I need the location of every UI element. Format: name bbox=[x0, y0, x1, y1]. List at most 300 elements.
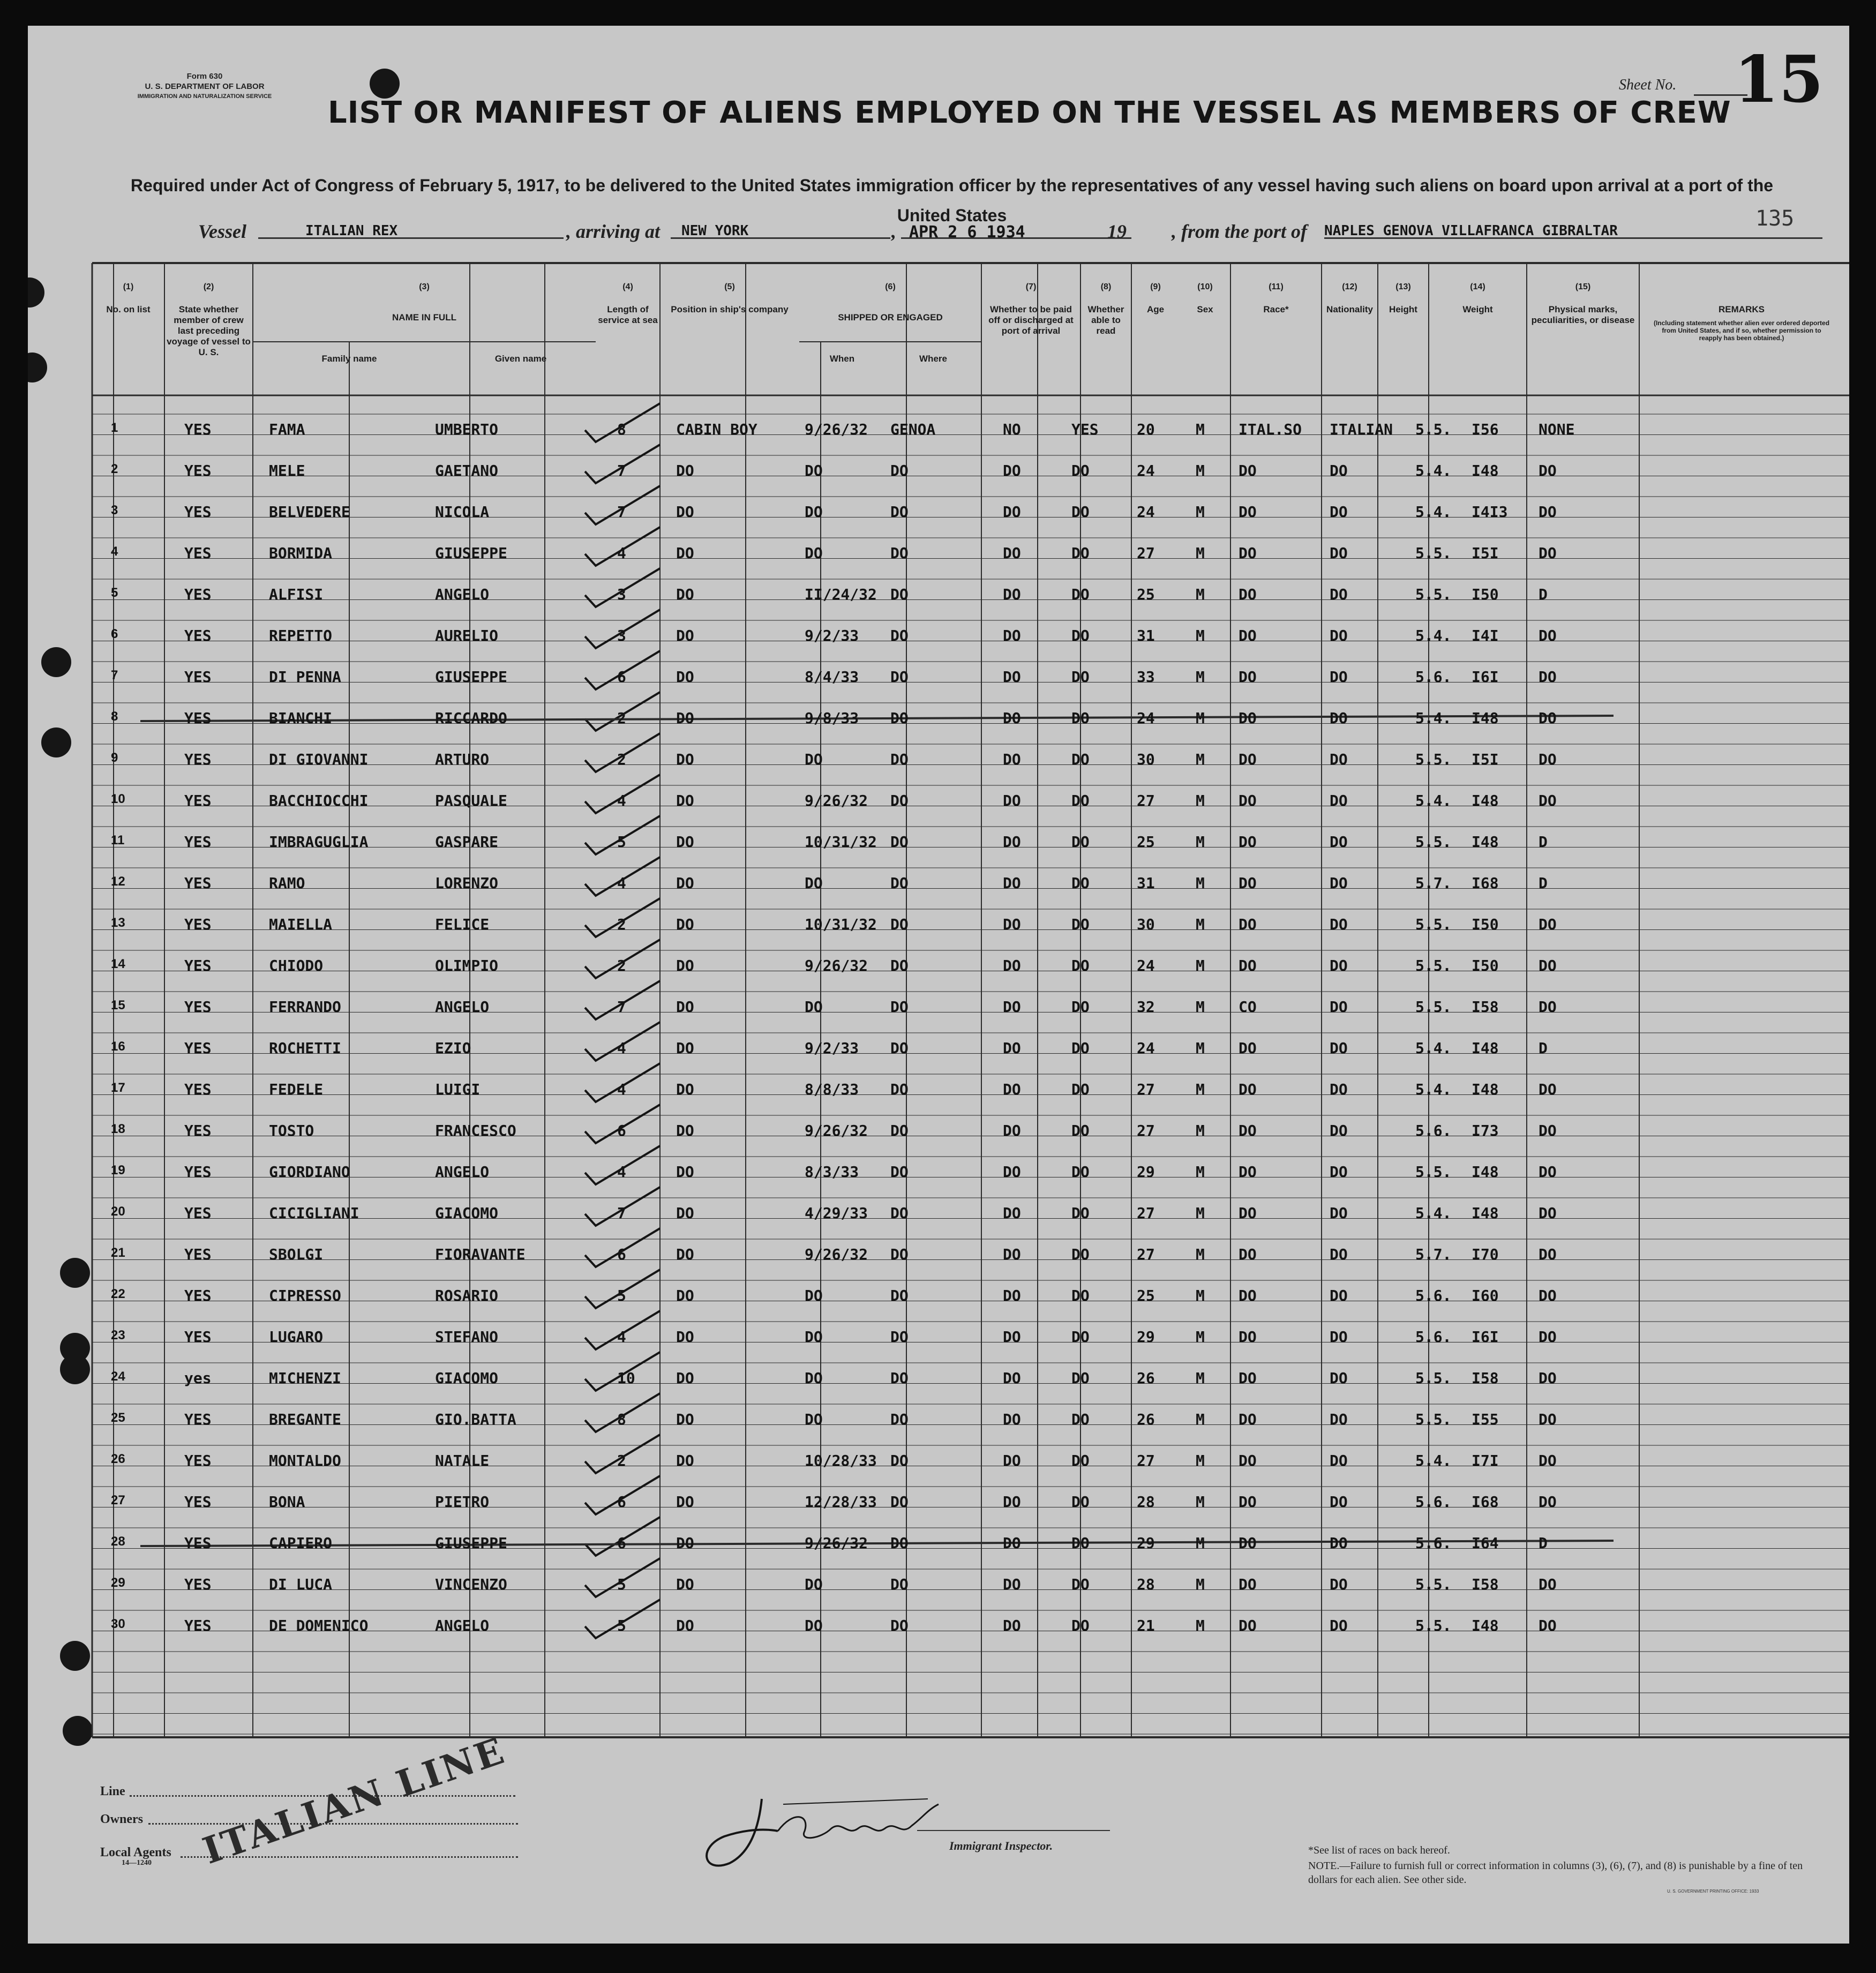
cell-position: DO bbox=[676, 1411, 694, 1428]
cell-given: LUIGI bbox=[435, 1081, 481, 1098]
cell-when: 9/26/32 bbox=[805, 421, 868, 438]
cell-service: 2 bbox=[617, 957, 626, 974]
cell-given: EZIO bbox=[435, 1039, 471, 1057]
cell-height: 5.7. bbox=[1415, 874, 1452, 892]
cell-paid: DO bbox=[1003, 957, 1021, 974]
cell-no: 17 bbox=[111, 1081, 125, 1095]
cell-service: 4 bbox=[617, 874, 626, 892]
cell-service: 5 bbox=[617, 1617, 626, 1634]
cell-height: 5.5. bbox=[1415, 1369, 1452, 1387]
cell-no: 9 bbox=[111, 751, 118, 765]
column-header: REMARKS bbox=[1719, 304, 1765, 314]
cell-sex: M bbox=[1196, 1204, 1205, 1222]
cell-position: DO bbox=[676, 1081, 694, 1098]
cell-weight: I5I bbox=[1472, 751, 1499, 768]
cell-paid: DO bbox=[1003, 1122, 1021, 1139]
cell-read: DO bbox=[1071, 1369, 1090, 1387]
cell-age: 25 bbox=[1137, 1287, 1155, 1304]
cell-service: 4 bbox=[617, 1039, 626, 1057]
cell-no: 1 bbox=[111, 421, 118, 435]
cell-age: 24 bbox=[1137, 462, 1155, 479]
cell-given: GIUSEPPE bbox=[435, 1534, 507, 1552]
cell-sex: M bbox=[1196, 1534, 1205, 1552]
cell-marks: D bbox=[1539, 1039, 1548, 1057]
cell-sex: M bbox=[1196, 627, 1205, 644]
cell-prev: YES bbox=[184, 1576, 212, 1593]
cell-read: YES bbox=[1071, 421, 1099, 438]
cell-nationality: DO bbox=[1330, 1287, 1348, 1304]
cell-prev: YES bbox=[184, 1617, 212, 1634]
cell-sex: M bbox=[1196, 709, 1205, 727]
vessel-name: ITALIAN REX bbox=[305, 223, 398, 239]
cell-age: 33 bbox=[1137, 668, 1155, 686]
cell-read: DO bbox=[1071, 1246, 1090, 1263]
cell-prev: YES bbox=[184, 709, 212, 727]
cell-paid: NO bbox=[1003, 421, 1021, 438]
cell-family: SBOLGI bbox=[269, 1246, 324, 1263]
column-number: (8) bbox=[1100, 282, 1112, 291]
cell-where: DO bbox=[890, 1039, 909, 1057]
cell-marks: DO bbox=[1539, 1617, 1557, 1634]
cell-weight: I50 bbox=[1472, 586, 1499, 603]
column-header: Position in ship's company bbox=[671, 304, 789, 314]
cell-position: DO bbox=[676, 1204, 694, 1222]
cell-where: DO bbox=[890, 668, 909, 686]
races-note: *See list of races on back hereof. bbox=[1308, 1844, 1450, 1856]
column-header: NAME IN FULL bbox=[392, 312, 456, 322]
cell-paid: DO bbox=[1003, 544, 1021, 562]
cell-prev: YES bbox=[184, 998, 212, 1016]
cell-paid: DO bbox=[1003, 1369, 1021, 1387]
cell-where: DO bbox=[890, 1369, 909, 1387]
cell-read: DO bbox=[1071, 462, 1090, 479]
cell-sex: M bbox=[1196, 1452, 1205, 1469]
cell-position: DO bbox=[676, 792, 694, 809]
cell-where: DO bbox=[890, 1287, 909, 1304]
column-header: Height bbox=[1389, 304, 1417, 314]
arrival-date: APR 2 6 1934 bbox=[909, 223, 1025, 242]
cell-race: DO bbox=[1239, 1204, 1257, 1222]
cell-sex: M bbox=[1196, 544, 1205, 562]
cell-marks: DO bbox=[1539, 1287, 1557, 1304]
sheet-number: 15 bbox=[1734, 42, 1824, 117]
cell-position: DO bbox=[676, 833, 694, 851]
cell-weight: I6I bbox=[1472, 668, 1499, 686]
comma-label: , bbox=[891, 221, 896, 242]
cell-prev: YES bbox=[184, 627, 212, 644]
cell-service: 6 bbox=[617, 1246, 626, 1263]
cell-read: DO bbox=[1071, 668, 1090, 686]
cell-prev: YES bbox=[184, 1493, 212, 1511]
column-number: (11) bbox=[1269, 282, 1284, 291]
cell-nationality: DO bbox=[1330, 503, 1348, 521]
cell-age: 27 bbox=[1137, 792, 1155, 809]
cell-service: 2 bbox=[617, 709, 626, 727]
cell-height: 5.6. bbox=[1415, 1122, 1452, 1139]
cell-read: DO bbox=[1071, 1493, 1090, 1511]
cell-height: 5.5. bbox=[1415, 751, 1452, 768]
cell-no: 27 bbox=[111, 1493, 125, 1507]
cell-where: DO bbox=[890, 1246, 909, 1263]
cell-when: DO bbox=[805, 1328, 823, 1346]
cell-given: GIACOMO bbox=[435, 1204, 499, 1222]
cell-position: DO bbox=[676, 1369, 694, 1387]
cell-sex: M bbox=[1196, 421, 1205, 438]
cell-no: 23 bbox=[111, 1328, 125, 1342]
cell-weight: I48 bbox=[1472, 709, 1499, 727]
cell-position: DO bbox=[676, 957, 694, 974]
cell-age: 28 bbox=[1137, 1576, 1155, 1593]
column-header: State whether member of crew last preceding voyage of vessel to U. S. bbox=[167, 304, 251, 357]
cell-height: 5.5. bbox=[1415, 957, 1452, 974]
cell-height: 5.4. bbox=[1415, 1039, 1452, 1057]
cell-where: GENOA bbox=[890, 421, 936, 438]
cell-sex: M bbox=[1196, 874, 1205, 892]
cell-where: DO bbox=[890, 1576, 909, 1593]
cell-prev: YES bbox=[184, 1081, 212, 1098]
cell-nationality: DO bbox=[1330, 668, 1348, 686]
column-number: (14) bbox=[1470, 282, 1485, 291]
cell-family: CIPRESSO bbox=[269, 1287, 341, 1304]
cell-height: 5.5. bbox=[1415, 916, 1452, 933]
cell-where: DO bbox=[890, 709, 909, 727]
page-title: LIST OR MANIFEST OF ALIENS EMPLOYED ON THE VESSEL AS MEMBERS OF CREW bbox=[328, 95, 1731, 130]
cell-height: 5.4. bbox=[1415, 1081, 1452, 1098]
cell-when: 9/26/32 bbox=[805, 1246, 868, 1263]
cell-position: DO bbox=[676, 1328, 694, 1346]
cell-service: 2 bbox=[617, 751, 626, 768]
service-text: IMMIGRATION AND NATURALIZATION SERVICE bbox=[137, 93, 272, 100]
cell-service: 2 bbox=[617, 1452, 626, 1469]
cell-given: ANGELO bbox=[435, 998, 490, 1016]
cell-race: ITAL.SO bbox=[1239, 421, 1302, 438]
cell-when: DO bbox=[805, 544, 823, 562]
cell-race: DO bbox=[1239, 874, 1257, 892]
cell-nationality: DO bbox=[1330, 1246, 1348, 1263]
cell-when: DO bbox=[805, 1617, 823, 1634]
cell-race: CO bbox=[1239, 998, 1257, 1016]
cell-service: 6 bbox=[617, 1534, 626, 1552]
manifest-sheet bbox=[28, 26, 1849, 1944]
column-header: Weight bbox=[1462, 304, 1493, 314]
cell-family: ALFISI bbox=[269, 586, 324, 603]
cell-family: IMBRAGUGLIA bbox=[269, 833, 369, 851]
cell-nationality: DO bbox=[1330, 1081, 1348, 1098]
cell-height: 5.6. bbox=[1415, 1287, 1452, 1304]
cell-where: DO bbox=[890, 998, 909, 1016]
cell-weight: I48 bbox=[1472, 792, 1499, 809]
cell-read: DO bbox=[1071, 998, 1090, 1016]
cell-paid: DO bbox=[1003, 833, 1021, 851]
cell-weight: I73 bbox=[1472, 1122, 1499, 1139]
cell-family: BONA bbox=[269, 1493, 305, 1511]
cell-weight: I68 bbox=[1472, 1493, 1499, 1511]
cell-family: DI LUCA bbox=[269, 1576, 333, 1593]
column-header: No. on list bbox=[106, 304, 151, 314]
cell-prev: YES bbox=[184, 1039, 212, 1057]
cell-service: 7 bbox=[617, 998, 626, 1016]
cell-marks: D bbox=[1539, 1534, 1548, 1552]
cell-sex: M bbox=[1196, 1411, 1205, 1428]
cell-race: DO bbox=[1239, 1452, 1257, 1469]
cell-where: DO bbox=[890, 1081, 909, 1098]
column-number: (7) bbox=[1025, 282, 1037, 291]
cell-sex: M bbox=[1196, 668, 1205, 686]
form-code: 14—1240 bbox=[122, 1859, 152, 1867]
cell-paid: DO bbox=[1003, 1246, 1021, 1263]
cell-weight: I58 bbox=[1472, 1576, 1499, 1593]
cell-where: DO bbox=[890, 874, 909, 892]
cell-height: 5.4. bbox=[1415, 1452, 1452, 1469]
cell-service: 8 bbox=[617, 1411, 626, 1428]
cell-service: 5 bbox=[617, 1287, 626, 1304]
cell-when: 8/3/33 bbox=[805, 1163, 859, 1181]
cell-marks: DO bbox=[1539, 751, 1557, 768]
cell-race: DO bbox=[1239, 1493, 1257, 1511]
column-header: Sex bbox=[1197, 304, 1213, 314]
cell-paid: DO bbox=[1003, 998, 1021, 1016]
cell-given: LORENZO bbox=[435, 874, 499, 892]
cell-family: CHIODO bbox=[269, 957, 324, 974]
cell-position: DO bbox=[676, 503, 694, 521]
page-subtitle: Required under Act of Congress of February 5, 1917, to be delivered to the United States immigration officer by the representatives of any vessel having such aliens on board upon arrival at a port of the United States bbox=[130, 176, 1774, 225]
cell-prev: YES bbox=[184, 1163, 212, 1181]
cell-when: 10/31/32 bbox=[805, 916, 877, 933]
column-subheader: When bbox=[829, 354, 855, 364]
cell-family: ROCHETTI bbox=[269, 1039, 341, 1057]
cell-when: 9/26/32 bbox=[805, 957, 868, 974]
cell-position: DO bbox=[676, 1452, 694, 1469]
cell-age: 31 bbox=[1137, 627, 1155, 644]
cell-marks: DO bbox=[1539, 1369, 1557, 1387]
cell-nationality: DO bbox=[1330, 751, 1348, 768]
cell-family: DI GIOVANNI bbox=[269, 751, 369, 768]
cell-weight: I6I bbox=[1472, 1328, 1499, 1346]
cell-race: DO bbox=[1239, 586, 1257, 603]
cell-no: 24 bbox=[111, 1369, 125, 1384]
local-agents-label: Local Agents bbox=[100, 1846, 171, 1859]
column-number: (1) bbox=[123, 282, 134, 291]
column-number: (4) bbox=[622, 282, 633, 291]
cell-marks: DO bbox=[1539, 916, 1557, 933]
column-number: (9) bbox=[1150, 282, 1161, 291]
cell-where: DO bbox=[890, 1534, 909, 1552]
cell-weight: I64 bbox=[1472, 1534, 1499, 1552]
cell-read: DO bbox=[1071, 1576, 1090, 1593]
cell-nationality: DO bbox=[1330, 916, 1348, 933]
vessel-label: Vessel bbox=[198, 221, 246, 242]
column-header: Length of service at sea bbox=[598, 304, 658, 325]
cell-marks: DO bbox=[1539, 1452, 1557, 1469]
cell-service: 6 bbox=[617, 668, 626, 686]
cell-when: DO bbox=[805, 462, 823, 479]
cell-service: 7 bbox=[617, 503, 626, 521]
cell-paid: DO bbox=[1003, 709, 1021, 727]
column-number: (12) bbox=[1342, 282, 1357, 291]
cell-when: 8/4/33 bbox=[805, 668, 859, 686]
cell-family: MICHENZI bbox=[269, 1369, 341, 1387]
cell-race: DO bbox=[1239, 1287, 1257, 1304]
cell-height: 5.5. bbox=[1415, 1576, 1452, 1593]
cell-prev: YES bbox=[184, 916, 212, 933]
cell-marks: DO bbox=[1539, 1328, 1557, 1346]
cell-sex: M bbox=[1196, 1328, 1205, 1346]
arriving-label: , arriving at bbox=[566, 221, 661, 242]
cell-sex: M bbox=[1196, 586, 1205, 603]
cell-age: 26 bbox=[1137, 1369, 1155, 1387]
cell-no: 21 bbox=[111, 1246, 125, 1260]
cell-age: 28 bbox=[1137, 1493, 1155, 1511]
cell-when: DO bbox=[805, 1411, 823, 1428]
cell-prev: YES bbox=[184, 874, 212, 892]
cell-read: DO bbox=[1071, 1287, 1090, 1304]
cell-nationality: DO bbox=[1330, 1122, 1348, 1139]
cell-nationality: DO bbox=[1330, 1576, 1348, 1593]
cell-given: NATALE bbox=[435, 1452, 490, 1469]
cell-race: DO bbox=[1239, 709, 1257, 727]
cell-family: BACCHIOCCHI bbox=[269, 792, 369, 809]
cell-race: DO bbox=[1239, 668, 1257, 686]
column-header: Age bbox=[1146, 304, 1165, 314]
cell-where: DO bbox=[890, 916, 909, 933]
cell-paid: DO bbox=[1003, 627, 1021, 644]
line-label: Line bbox=[100, 1784, 125, 1798]
cell-paid: DO bbox=[1003, 1617, 1021, 1634]
cell-prev: YES bbox=[184, 421, 212, 438]
cell-nationality: ITALIAN bbox=[1330, 421, 1393, 438]
cell-nationality: DO bbox=[1330, 874, 1348, 892]
cell-family: FERRANDO bbox=[269, 998, 341, 1016]
penalty-note: NOTE.—Failure to furnish full or correct information in columns (3), (6), (7), and (8) is punishable by a fine of ten dollars for each alien. See other side. bbox=[1308, 1860, 1803, 1886]
cell-paid: DO bbox=[1003, 1039, 1021, 1057]
cell-nationality: DO bbox=[1330, 1369, 1348, 1387]
column-subheader: Family name bbox=[321, 354, 377, 364]
cell-read: DO bbox=[1071, 916, 1090, 933]
cell-prev: YES bbox=[184, 503, 212, 521]
cell-no: 7 bbox=[111, 668, 118, 682]
cell-where: DO bbox=[890, 503, 909, 521]
cell-weight: I48 bbox=[1472, 462, 1499, 479]
cell-position: DO bbox=[676, 1039, 694, 1057]
cell-given: AURELIO bbox=[435, 627, 499, 644]
cell-height: 5.5. bbox=[1415, 544, 1452, 562]
cell-read: DO bbox=[1071, 586, 1090, 603]
owners-label: Owners bbox=[100, 1812, 143, 1826]
cell-position: DO bbox=[676, 1122, 694, 1139]
cell-sex: M bbox=[1196, 1122, 1205, 1139]
cell-paid: DO bbox=[1003, 1493, 1021, 1511]
cell-marks: DO bbox=[1539, 998, 1557, 1016]
cell-position: DO bbox=[676, 668, 694, 686]
cell-sex: M bbox=[1196, 833, 1205, 851]
cell-read: DO bbox=[1071, 627, 1090, 644]
cell-when: DO bbox=[805, 1576, 823, 1593]
cell-paid: DO bbox=[1003, 874, 1021, 892]
cell-prev: YES bbox=[184, 1328, 212, 1346]
cell-weight: I4I3 bbox=[1472, 503, 1508, 521]
cell-family: BIANCHI bbox=[269, 709, 333, 727]
cell-weight: I48 bbox=[1472, 1204, 1499, 1222]
cell-weight: I56 bbox=[1472, 421, 1499, 438]
cell-nationality: DO bbox=[1330, 709, 1348, 727]
cell-race: DO bbox=[1239, 916, 1257, 933]
cell-sex: M bbox=[1196, 1493, 1205, 1511]
cell-height: 5.5. bbox=[1415, 998, 1452, 1016]
cell-when: 9/26/32 bbox=[805, 1534, 868, 1552]
cell-no: 3 bbox=[111, 503, 118, 517]
cell-prev: YES bbox=[184, 1411, 212, 1428]
cell-service: 4 bbox=[617, 544, 626, 562]
cell-height: 5.6. bbox=[1415, 1534, 1452, 1552]
cell-position: DO bbox=[676, 1617, 694, 1634]
cell-where: DO bbox=[890, 833, 909, 851]
cell-marks: DO bbox=[1539, 462, 1557, 479]
cell-nationality: DO bbox=[1330, 1328, 1348, 1346]
cell-marks: D bbox=[1539, 874, 1548, 892]
cell-read: DO bbox=[1071, 1204, 1090, 1222]
cell-read: DO bbox=[1071, 957, 1090, 974]
column-number: (3) bbox=[419, 282, 430, 291]
column-header: Nationality bbox=[1326, 304, 1373, 314]
cell-race: DO bbox=[1239, 503, 1257, 521]
cell-family: FAMA bbox=[269, 421, 305, 438]
cell-weight: I50 bbox=[1472, 957, 1499, 974]
cell-weight: I48 bbox=[1472, 1163, 1499, 1181]
cell-height: 5.4. bbox=[1415, 627, 1452, 644]
cell-sex: M bbox=[1196, 1039, 1205, 1057]
inspector-signature bbox=[671, 1777, 992, 1885]
cell-sex: M bbox=[1196, 957, 1205, 974]
cell-where: DO bbox=[890, 1452, 909, 1469]
cell-given: ROSARIO bbox=[435, 1287, 499, 1304]
cell-marks: DO bbox=[1539, 1163, 1557, 1181]
cell-family: BELVEDERE bbox=[269, 503, 350, 521]
cell-nationality: DO bbox=[1330, 792, 1348, 809]
printer-imprint: U. S. GOVERNMENT PRINTING OFFICE: 1933 bbox=[1667, 1889, 1759, 1894]
cell-marks: DO bbox=[1539, 709, 1557, 727]
cell-age: 26 bbox=[1137, 1411, 1155, 1428]
cell-service: 3 bbox=[617, 627, 626, 644]
cell-service: 4 bbox=[617, 792, 626, 809]
cell-prev: YES bbox=[184, 1534, 212, 1552]
cell-race: DO bbox=[1239, 462, 1257, 479]
cell-weight: I70 bbox=[1472, 1246, 1499, 1263]
cell-weight: I48 bbox=[1472, 833, 1499, 851]
cell-paid: DO bbox=[1003, 503, 1021, 521]
cell-marks: DO bbox=[1539, 957, 1557, 974]
cell-service: 7 bbox=[617, 1204, 626, 1222]
cell-race: DO bbox=[1239, 1039, 1257, 1057]
cell-nationality: DO bbox=[1330, 586, 1348, 603]
cell-prev: YES bbox=[184, 668, 212, 686]
cell-prev: YES bbox=[184, 1452, 212, 1469]
cell-no: 8 bbox=[111, 709, 118, 724]
cell-given: ARTURO bbox=[435, 751, 490, 768]
cell-height: 5.5. bbox=[1415, 1411, 1452, 1428]
cell-read: DO bbox=[1071, 709, 1090, 727]
cell-sex: M bbox=[1196, 751, 1205, 768]
cell-age: 27 bbox=[1137, 1246, 1155, 1263]
cell-race: DO bbox=[1239, 1163, 1257, 1181]
cell-service: 7 bbox=[617, 462, 626, 479]
cell-given: GIO.BATTA bbox=[435, 1411, 516, 1428]
cell-weight: I7I bbox=[1472, 1452, 1499, 1469]
column-number: (5) bbox=[724, 282, 735, 291]
cell-read: DO bbox=[1071, 874, 1090, 892]
cell-prev: YES bbox=[184, 751, 212, 768]
cell-service: 8 bbox=[617, 421, 626, 438]
cell-race: DO bbox=[1239, 1369, 1257, 1387]
